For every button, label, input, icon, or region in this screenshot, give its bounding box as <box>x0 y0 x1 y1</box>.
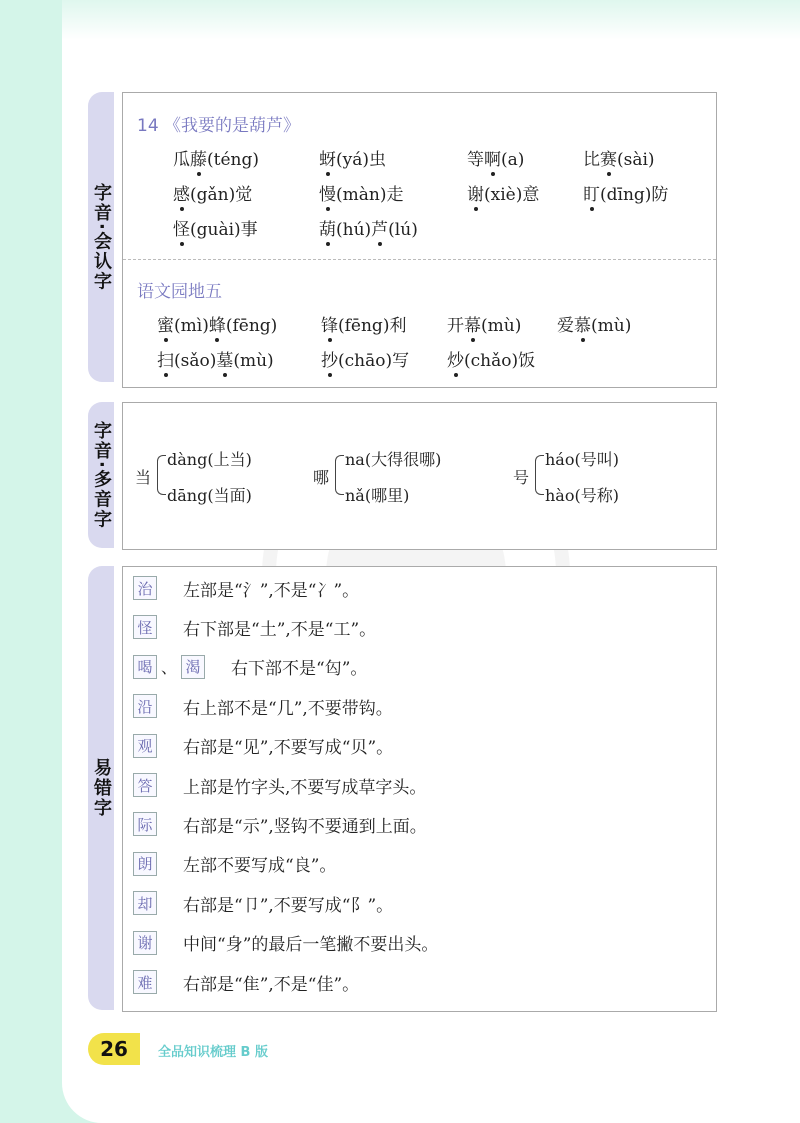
pronunciation-box <box>122 92 717 388</box>
tab-error-prone-label: 易错字 <box>91 758 112 818</box>
vocab-word <box>557 311 631 336</box>
target-char: 慢 <box>319 185 336 205</box>
error-item <box>133 693 393 719</box>
garden-title: 语文园地五 <box>137 282 222 302</box>
vocab-word <box>321 346 409 371</box>
word-pinyin: (chǎo)饭 <box>464 351 536 371</box>
top-band <box>62 0 800 40</box>
tab-pronunciation <box>88 92 114 382</box>
word-pinyin: (fēng) <box>225 316 278 336</box>
error-note: 右部是“示”,竖钩不要通到上面。 <box>183 816 427 837</box>
error-note: 左部不要写成“良”。 <box>183 856 337 877</box>
word-char: 瓜 <box>173 150 190 170</box>
word-pinyin: (mù) <box>591 316 632 336</box>
error-char: 谢 <box>133 931 157 955</box>
error-note: 右部是“隹”,不是“佳”。 <box>183 974 360 995</box>
target-char: 芦 <box>371 220 389 240</box>
error-note: 右部是“卩”,不要写成“阝”。 <box>183 895 394 916</box>
tab-pronunciation-label: 字音·会认字 <box>91 182 112 292</box>
vocab-word <box>319 180 403 205</box>
target-char: 葫 <box>319 220 336 240</box>
vocab-word <box>319 215 418 240</box>
polyphone-reading: hào(号称) <box>545 486 619 505</box>
word-pinyin: (sài) <box>617 150 655 170</box>
error-char: 喝 <box>133 655 157 679</box>
word-pinyin: (yá)虫 <box>336 150 387 170</box>
error-char: 沿 <box>133 694 157 718</box>
target-char: 感 <box>173 185 190 205</box>
separator: 、 <box>161 658 178 678</box>
word-pinyin: (mù) <box>481 316 522 336</box>
target-char: 炒 <box>447 351 464 371</box>
error-char: 怪 <box>133 615 157 639</box>
error-item <box>133 811 427 837</box>
vocab-word <box>583 145 655 170</box>
error-note: 右下部不是“匃”。 <box>231 659 368 680</box>
error-char: 答 <box>133 773 157 797</box>
error-note: 左部是“氵”,不是“冫”。 <box>183 580 360 601</box>
target-char: 蜂 <box>208 316 226 336</box>
word-char: 开 <box>447 316 464 336</box>
word-pinyin: (màn)走 <box>336 185 404 205</box>
error-char: 朗 <box>133 852 157 876</box>
target-char: 谢 <box>467 185 484 205</box>
polyphone-char: 当 <box>135 468 152 487</box>
target-char: 盯 <box>583 185 600 205</box>
polyphone-reading: nǎ(哪里) <box>345 486 410 505</box>
target-char: 赛 <box>600 150 617 170</box>
error-char: 治 <box>133 576 157 600</box>
polyphone-reading: na(大得很哪) <box>345 450 442 469</box>
tab-error-prone <box>88 566 114 1010</box>
error-note: 右上部不是“几”,不要带钩。 <box>183 698 393 719</box>
target-char: 墓 <box>216 351 234 371</box>
word-pinyin: (lú) <box>388 220 418 240</box>
vocab-word <box>157 346 274 371</box>
target-char: 蚜 <box>319 150 336 170</box>
vocab-word <box>447 346 535 371</box>
error-item <box>133 930 438 956</box>
error-char: 渴 <box>181 655 205 679</box>
polyphone-char: 号 <box>513 468 530 487</box>
brace <box>157 455 166 495</box>
error-char: 际 <box>133 812 157 836</box>
vocab-word <box>157 311 277 336</box>
target-char: 幕 <box>464 316 481 336</box>
word-pinyin: (xiè)意 <box>484 185 540 205</box>
word-pinyin: (a) <box>501 150 525 170</box>
page-number: 26 <box>88 1033 140 1065</box>
polyphone-reading: háo(号叫) <box>545 450 619 469</box>
section-divider <box>123 259 716 260</box>
vocab-word <box>173 215 258 240</box>
error-item <box>133 614 376 640</box>
word-char: 爱 <box>557 316 574 336</box>
word-pinyin: (fēng)利 <box>338 316 407 336</box>
error-note: 右下部是“土”,不是“工”。 <box>183 619 377 640</box>
error-char: 观 <box>133 734 157 758</box>
error-item <box>133 733 393 759</box>
polyphone-box <box>122 402 717 550</box>
polyphone-reading: dāng(当面) <box>167 486 252 505</box>
target-char: 啊 <box>484 150 501 170</box>
target-char: 慕 <box>574 316 591 336</box>
vocab-word <box>467 145 524 170</box>
vocab-word <box>467 180 539 205</box>
word-pinyin: (mù) <box>233 351 274 371</box>
vocab-word <box>583 180 668 205</box>
vocab-word <box>319 145 386 170</box>
tab-polyphone <box>88 402 114 548</box>
error-item <box>133 654 367 680</box>
word-pinyin: (hú) <box>336 220 372 240</box>
word-pinyin: (sǎo) <box>174 351 217 371</box>
word-pinyin: (gǎn)觉 <box>190 185 253 205</box>
polyphone-char: 哪 <box>313 468 330 487</box>
error-item <box>133 772 426 798</box>
target-char: 蜜 <box>157 316 174 336</box>
target-char: 扫 <box>157 351 174 371</box>
brace <box>335 455 344 495</box>
target-char: 怪 <box>173 220 190 240</box>
word-char: 等 <box>467 150 484 170</box>
vocab-word <box>173 145 259 170</box>
word-char: 比 <box>583 150 600 170</box>
vocab-word <box>173 180 252 205</box>
word-pinyin: (dīng)防 <box>600 185 669 205</box>
tab-polyphone-label: 字音·多音字 <box>91 420 112 530</box>
error-note: 右部是“见”,不要写成“贝”。 <box>183 738 394 759</box>
word-pinyin: (téng) <box>207 150 259 170</box>
error-note: 上部是竹字头,不要写成草字头。 <box>183 777 427 798</box>
word-pinyin: (guài)事 <box>190 220 258 240</box>
target-char: 抄 <box>321 351 338 371</box>
vocab-word <box>321 311 406 336</box>
error-char: 难 <box>133 970 157 994</box>
brace <box>535 455 544 495</box>
error-item <box>133 969 359 995</box>
word-pinyin: (chāo)写 <box>338 351 410 371</box>
lesson-title: 14 《我要的是葫芦》 <box>137 116 301 136</box>
error-note: 中间“身”的最后一笔撇不要出头。 <box>183 935 439 956</box>
error-box <box>122 566 717 1012</box>
target-char: 锋 <box>321 316 338 336</box>
error-char: 却 <box>133 891 157 915</box>
word-pinyin: (mì) <box>174 316 209 336</box>
book-title: 全品知识梳理 B 版 <box>158 1045 268 1060</box>
error-item <box>133 575 359 601</box>
error-item <box>133 851 336 877</box>
target-char: 藤 <box>190 150 207 170</box>
error-item <box>133 890 393 916</box>
vocab-word <box>447 311 521 336</box>
polyphone-reading: dàng(上当) <box>167 450 252 469</box>
